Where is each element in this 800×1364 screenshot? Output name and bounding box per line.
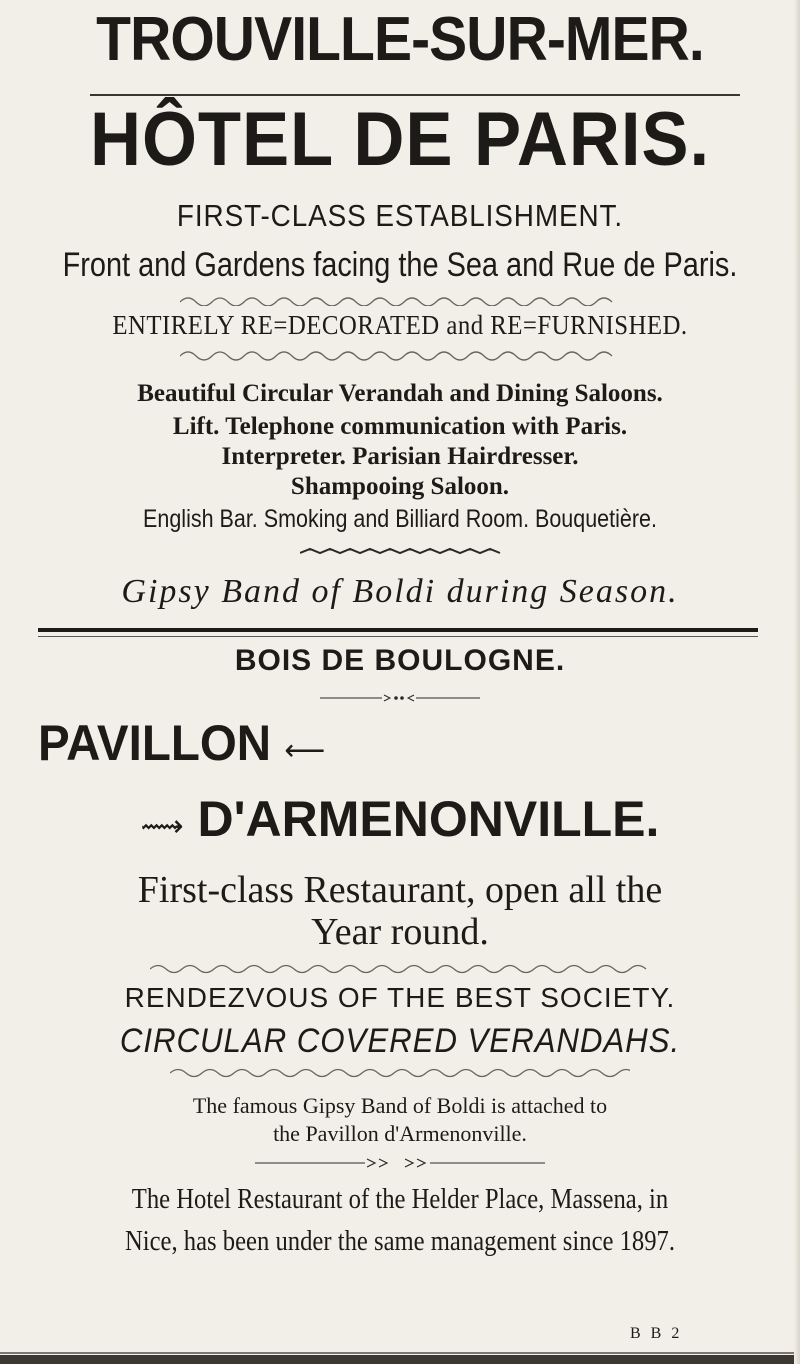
armenonville-word: D'ARMENONVILLE. [197,791,660,847]
restaurant-line-1: First-class Restaurant, open all the [137,869,663,911]
amenity-line-2: Lift. Telephone communication with Paris. [172,413,628,440]
wavy-divider-1 [180,292,620,306]
amenity-line-3: Interpreter. Parisian Hairdresser. [221,443,579,470]
bottom-edge-line [0,1352,800,1354]
amenity-line-5: English Bar. Smoking and Billiard Room. Bouquetière. [143,505,657,533]
society-line: RENDEZVOUS OF THE BEST SOCIETY. [124,982,676,1013]
wavy-divider-2 [180,348,620,362]
small-divider [320,693,480,703]
amenity-line-4: Shampooing Saloon. [290,473,510,500]
bois-title: BOIS DE BOULOGNE. [234,644,566,677]
renovation-line: ENTIRELY RE=DECORATED and RE=FURNISHED. [112,310,688,340]
ornament-left-icon: ⟿ [140,810,184,843]
hotel-name: HÔTEL DE PARIS. [89,97,711,182]
nice-line-1: The Hotel Restaurant of the Helder Place, Massena, in [131,1184,669,1215]
zigzag-divider [300,546,520,556]
section-rule-thin [38,636,758,637]
restaurant-line-2: Year round. [311,911,489,953]
ornamental-divider [255,1156,545,1170]
pavillon-word: PAVILLON [38,715,272,771]
pavillon-name-1 [38,714,325,772]
gipsy-band-line: Gipsy Band of Boldi during Season. [121,573,679,610]
band-attached-line-2: the Pavillon d'Armenonville. [273,1121,527,1146]
pavillon-name-2 [0,790,800,848]
wavy-divider-3 [150,962,650,974]
page-signature: B B 2 [630,1325,683,1342]
amenity-line-1: Beautiful Circular Verandah and Dining Saloons. [137,380,663,407]
town-title: TROUVILLE-SUR-MER. [96,5,704,74]
page-edge-shadow [794,0,800,1364]
bottom-edge-bar [0,1355,800,1364]
verandah-line: CIRCULAR COVERED VERANDAHS. [119,1022,681,1060]
ornament-right-icon: ⟵ [284,734,326,767]
class-line: FIRST-CLASS ESTABLISHMENT. [176,198,624,233]
wavy-divider-4 [170,1066,630,1078]
nice-line-2: Nice, has been under the same management since 1897. [124,1226,676,1257]
location-line: Front and Gardens facing the Sea and Rue de Paris. [62,246,738,284]
section-rule-thick [38,628,758,632]
band-attached-line-1: The famous Gipsy Band of Boldi is attached to [192,1093,608,1118]
